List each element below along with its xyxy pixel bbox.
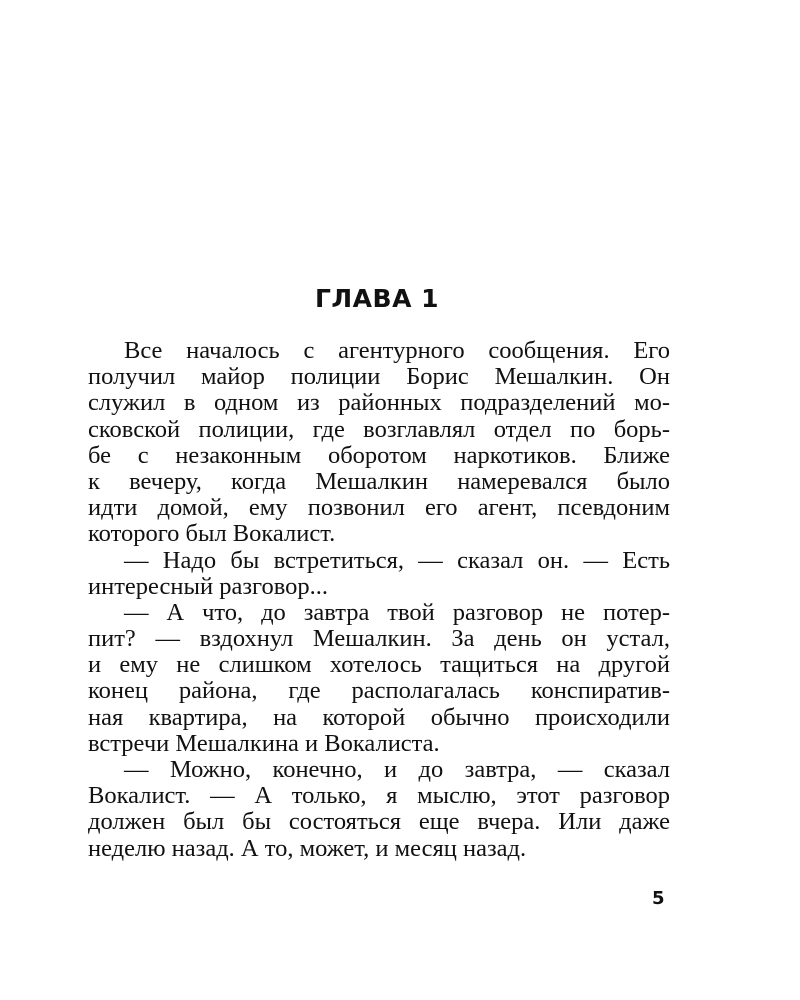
text-line: идти домой, ему позвонил его агент, псевдоним: [88, 494, 670, 522]
text-line: интересный разговор...: [88, 572, 328, 600]
text-line: — А что, до завтра твой разговор не потер-: [124, 598, 670, 626]
text-line: к вечеру, когда Мешалкин намеревался было: [88, 467, 670, 495]
text-line: неделю назад. А то, может, и месяц назад.: [88, 834, 527, 862]
text-line: служил в одном из районных подразделений мо-: [88, 389, 670, 417]
text-line: ная квартира, на которой обычно происходили: [88, 703, 670, 731]
text-line: пит? — вздохнул Мешалкин. За день он устал,: [88, 625, 670, 653]
chapter-body-text: [88, 338, 670, 862]
chapter-title: ГЛАВА 1: [314, 284, 440, 313]
text-line: и ему не слишком хотелось тащиться на другой: [88, 651, 670, 679]
text-line: Все началось с агентурного сообщения. Его: [124, 337, 670, 364]
text-line: которого был Вокалист.: [88, 520, 336, 548]
text-line: — Можно, конечно, и до завтра, — сказал: [124, 756, 670, 783]
text-line: Вокалист. — А только, я мыслю, этот разговор: [88, 782, 670, 810]
text-line: сковской полиции, где возглавлял отдел по борь-: [88, 415, 670, 443]
text-line: конец района, где располагалась конспиратив-: [88, 677, 670, 705]
text-line: должен был бы состояться еще вчера. Или даже: [88, 808, 670, 836]
text-line: получил майор полиции Борис Мешалкин. Он: [88, 363, 670, 391]
text-line: бе с незаконным оборотом наркотиков. Ближе: [88, 441, 670, 469]
text-line: встречи Мешалкина и Вокалиста.: [88, 729, 440, 757]
text-line: — Надо бы встретиться, — сказал он. — Есть: [124, 546, 670, 574]
page-number: 5: [652, 888, 665, 909]
